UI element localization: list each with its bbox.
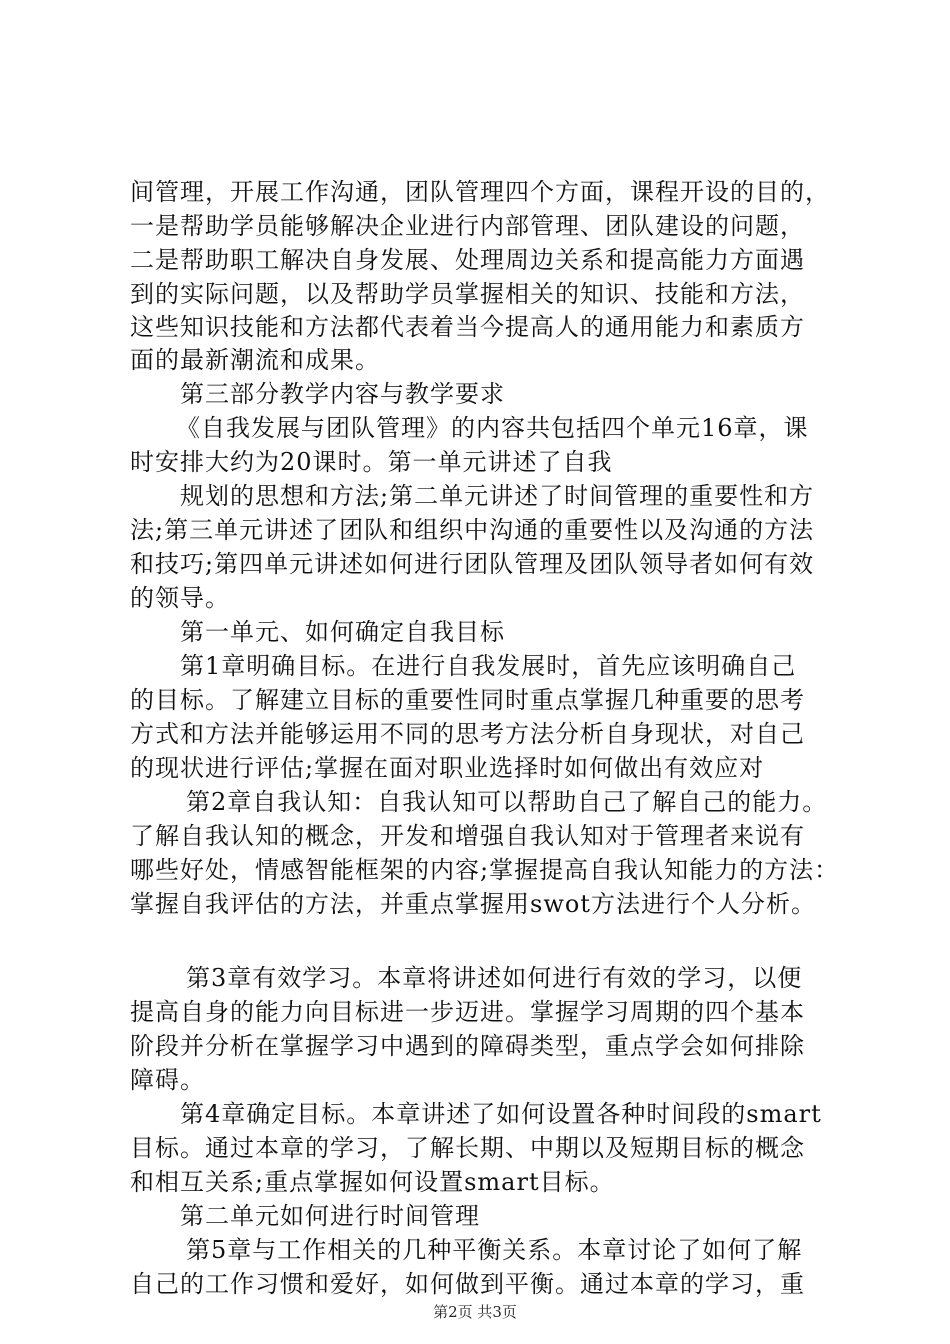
paragraph-line: 第2章自我认知：自我认知可以帮助自己了解自己的能力。 [186,788,828,816]
paragraph-line: 第4章确定目标。本章讲述了如何设置各种时间段的smart [180,1100,822,1128]
paragraph-line: 时安排大约为20课时。第一单元讲述了自我 [130,448,613,476]
paragraph-line: 到的实际问题，以及帮助学员掌握相关的知识、技能和方法， [130,280,805,308]
paragraph-line: 间管理，开展工作沟通，团队管理四个方面，课程开设的目的， [130,178,830,206]
paragraph-line: 阶段并分析在掌握学习中遇到的障碍类型，重点学会如何排除 [130,1032,805,1060]
paragraph-line: 提高自身的能力向目标进一步迈进。掌握学习周期的四个基本 [130,998,805,1026]
paragraph-line: 哪些好处，情感智能框架的内容;掌握提高自我认知能力的方法： [130,856,840,884]
paragraph-line: 第1章明确目标。在进行自我发展时，首先应该明确自己 [180,652,797,680]
paragraph-line: 规划的思想和方法;第二单元讲述了时间管理的重要性和方 [180,482,815,510]
paragraph-line: 一是帮助学员能够解决企业进行内部管理、团队建设的问题， [130,212,805,240]
paragraph-line: 面的最新潮流和成果。 [130,346,380,374]
section-heading: 第三部分教学内容与教学要求 [180,380,505,408]
paragraph-line: 的领导。 [130,584,230,612]
paragraph-line: 的现状进行评估;掌握在面对职业选择时如何做出有效应对 [130,754,765,782]
section-heading: 第二单元如何进行时间管理 [180,1202,480,1230]
paragraph-line: 掌握自我评估的方法，并重点掌握用swot方法进行个人分析。 [130,890,816,918]
paragraph-line: 和技巧;第四单元讲述如何进行团队管理及团队领导者如何有效 [130,550,815,578]
paragraph-line: 法;第三单元讲述了团队和组织中沟通的重要性以及沟通的方法 [130,516,815,544]
paragraph-line: 二是帮助职工解决自身发展、处理周边关系和提高能力方面遇 [130,246,805,274]
paragraph-line: 了解自我认知的概念，开发和增强自我认知对于管理者来说有 [130,822,805,850]
paragraph-line: 第3章有效学习。本章将讲述如何进行有效的学习，以便 [186,964,803,992]
paragraph-line: 第5章与工作相关的几种平衡关系。本章讨论了如何了解 [186,1236,803,1264]
page-number-footer: 第2页 共3页 [433,1303,517,1321]
paragraph-line: 的目标。了解建立目标的重要性同时重点掌握几种重要的思考 [130,686,805,714]
section-heading: 第一单元、如何确定自我目标 [180,618,505,646]
paragraph-line: 这些知识技能和方法都代表着当今提高人的通用能力和素质方 [130,313,805,341]
paragraph-line: 障碍。 [130,1066,205,1094]
paragraph-line: 《自我发展与团队管理》的内容共包括四个单元16章，课 [176,414,809,442]
paragraph-line: 和相互关系;重点掌握如何设置smart目标。 [130,1168,615,1196]
paragraph-line: 方式和方法并能够运用不同的思考方法分析自身现状，对自己 [130,720,805,748]
paragraph-line: 自己的工作习惯和爱好，如何做到平衡。通过本章的学习，重 [130,1270,805,1298]
paragraph-line: 目标。通过本章的学习，了解长期、中期以及短期目标的概念 [130,1134,805,1162]
